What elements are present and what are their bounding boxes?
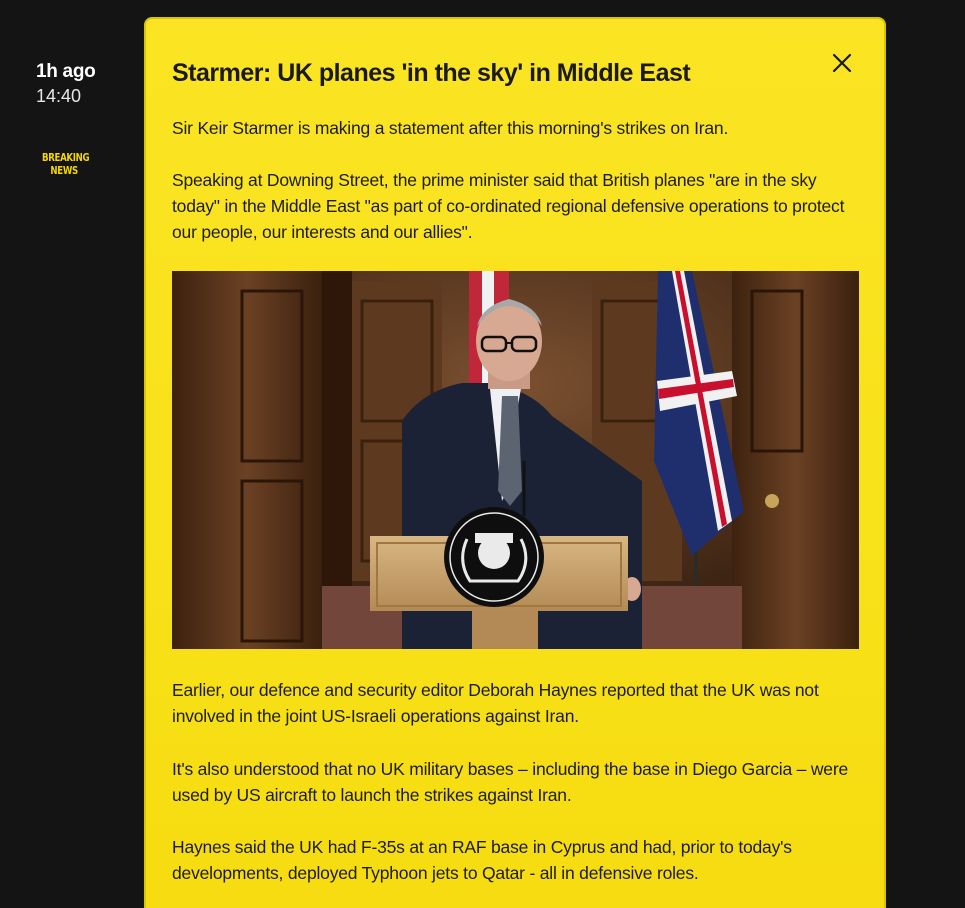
post-paragraph: Haynes said the UK had F-35s at an RAF base in Cyprus and had, prior to today's developments, deployed Typhoon jets to Qatar - all in defensive roles. xyxy=(172,837,792,883)
breaking-news-badge xyxy=(42,152,90,178)
post-paragraph: Sir Keir Starmer is making a statement after this morning's strikes on Iran. xyxy=(172,118,729,138)
entry-timestamp xyxy=(36,60,95,108)
post-time: 14:40 xyxy=(36,86,82,106)
post-paragraph: Earlier, our defence and security editor Deborah Haynes reported that the UK was not involved in the joint US-Israeli operations against Iran. xyxy=(172,680,819,726)
press-conference-photo[interactable] xyxy=(172,271,859,649)
post-paragraph: Speaking at Downing Street, the prime minister said that British planes "are in the sky today" in the Middle East "as part of co-ordinated regional defensive operations to protect our people, our interests and our allies". xyxy=(172,170,845,242)
post-title: Starmer: UK planes 'in the sky' in Middle East xyxy=(172,59,691,87)
photo-illustration xyxy=(172,271,859,649)
badge-line-2: NEWS xyxy=(50,165,78,177)
time-ago: 1h ago xyxy=(36,61,96,82)
badge-line-1: BREAKING xyxy=(42,152,90,164)
close-icon xyxy=(830,51,854,75)
close-button[interactable] xyxy=(830,51,854,75)
post-card xyxy=(144,17,886,908)
post-paragraph: It's also understood that no UK military bases – including the base in Diego Garcia – were used by US aircraft to launch the strikes against Iran. xyxy=(172,759,848,805)
